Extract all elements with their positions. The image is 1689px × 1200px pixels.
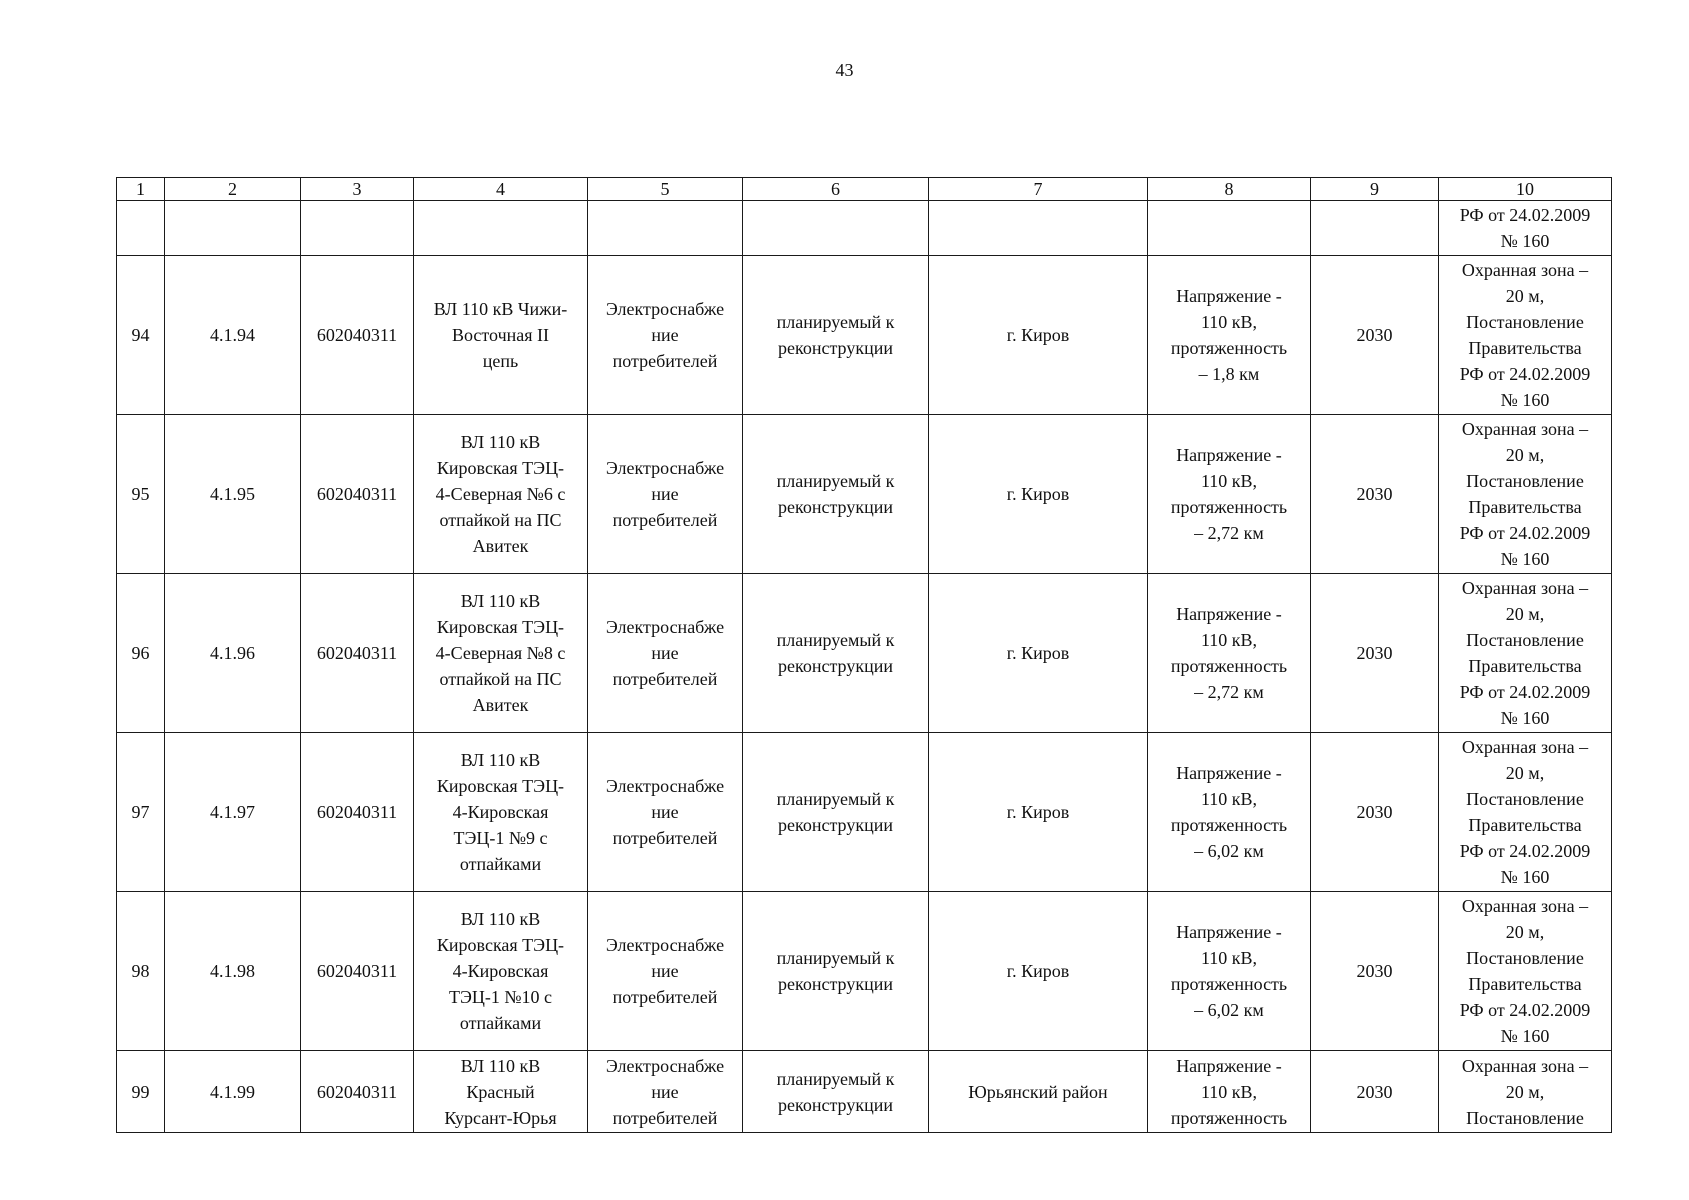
table-cell — [301, 201, 414, 256]
location-cell: г. Киров — [929, 415, 1148, 574]
purpose-cell: Электроснабже ние потребителей — [588, 1051, 743, 1133]
purpose-cell: Электроснабже ние потребителей — [588, 415, 743, 574]
header-cell: 3 — [301, 178, 414, 201]
code-cell: 4.1.97 — [165, 733, 301, 892]
code-cell: 4.1.95 — [165, 415, 301, 574]
code-cell: 4.1.94 — [165, 256, 301, 415]
object-name-cell: ВЛ 110 кВ Кировская ТЭЦ- 4-Северная №8 с отпайкой на ПС Авитек — [414, 574, 588, 733]
table-row — [117, 415, 1612, 574]
table-cell — [414, 201, 588, 256]
object-name-cell: ВЛ 110 кВ Кировская ТЭЦ- 4-Северная №6 с отпайкой на ПС Авитек — [414, 415, 588, 574]
purpose-cell: Электроснабже ние потребителей — [588, 256, 743, 415]
row-number-cell: 95 — [117, 415, 165, 574]
purpose-cell: Электроснабже ние потребителей — [588, 733, 743, 892]
zone-cell: Охранная зона – 20 м, Постановление Правительства РФ от 24.02.2009 № 160 — [1439, 256, 1612, 415]
row-number-cell: 99 — [117, 1051, 165, 1133]
location-cell: г. Киров — [929, 733, 1148, 892]
location-cell: г. Киров — [929, 574, 1148, 733]
document-table-container — [116, 177, 1611, 1133]
row-number-cell: 94 — [117, 256, 165, 415]
zone-cell: Охранная зона – 20 м, Постановление Правительства РФ от 24.02.2009 № 160 — [1439, 415, 1612, 574]
header-cell: 9 — [1311, 178, 1439, 201]
characteristics-cell: Напряжение - 110 кВ, протяженность — [1148, 1051, 1311, 1133]
header-cell: 7 — [929, 178, 1148, 201]
object-name-cell: ВЛ 110 кВ Чижи- Восточная II цепь — [414, 256, 588, 415]
okato-cell: 602040311 — [301, 1051, 414, 1133]
status-cell: планируемый к реконструкции — [743, 1051, 929, 1133]
header-row — [117, 178, 1612, 201]
table-row — [117, 892, 1612, 1051]
location-cell: г. Киров — [929, 256, 1148, 415]
purpose-cell: Электроснабже ние потребителей — [588, 892, 743, 1051]
continuation-row — [117, 201, 1612, 256]
table-row — [117, 256, 1612, 415]
table-row — [117, 1051, 1612, 1133]
year-cell: 2030 — [1311, 892, 1439, 1051]
year-cell: 2030 — [1311, 733, 1439, 892]
zone-cell: Охранная зона – 20 м, Постановление Правительства РФ от 24.02.2009 № 160 — [1439, 574, 1612, 733]
table-cell — [588, 201, 743, 256]
characteristics-cell: Напряжение - 110 кВ, протяженность – 6,02 км — [1148, 733, 1311, 892]
location-cell: Юрьянский район — [929, 1051, 1148, 1133]
code-cell: 4.1.98 — [165, 892, 301, 1051]
okato-cell: 602040311 — [301, 892, 414, 1051]
header-cell: 10 — [1439, 178, 1612, 201]
zone-cell: Охранная зона – 20 м, Постановление Правительства РФ от 24.02.2009 № 160 — [1439, 892, 1612, 1051]
status-cell: планируемый к реконструкции — [743, 574, 929, 733]
status-cell: планируемый к реконструкции — [743, 733, 929, 892]
purpose-cell: Электроснабже ние потребителей — [588, 574, 743, 733]
okato-cell: 602040311 — [301, 415, 414, 574]
header-cell: 8 — [1148, 178, 1311, 201]
header-cell: 2 — [165, 178, 301, 201]
object-name-cell: ВЛ 110 кВ Кировская ТЭЦ- 4-Кировская ТЭЦ-1 №9 с отпайками — [414, 733, 588, 892]
characteristics-cell: Напряжение - 110 кВ, протяженность – 2,72 км — [1148, 574, 1311, 733]
year-cell: 2030 — [1311, 1051, 1439, 1133]
code-cell: 4.1.99 — [165, 1051, 301, 1133]
header-cell: 5 — [588, 178, 743, 201]
year-cell: 2030 — [1311, 256, 1439, 415]
characteristics-cell: Напряжение - 110 кВ, протяженность – 2,72 км — [1148, 415, 1311, 574]
code-cell: 4.1.96 — [165, 574, 301, 733]
table-cell — [165, 201, 301, 256]
header-cell: 6 — [743, 178, 929, 201]
table-cell — [1311, 201, 1439, 256]
header-cell: 4 — [414, 178, 588, 201]
characteristics-cell: Напряжение - 110 кВ, протяженность – 6,02 км — [1148, 892, 1311, 1051]
zone-cell: Охранная зона – 20 м, Постановление Правительства РФ от 24.02.2009 № 160 — [1439, 733, 1612, 892]
object-name-cell: ВЛ 110 кВ Кировская ТЭЦ- 4-Кировская ТЭЦ-1 №10 с отпайками — [414, 892, 588, 1051]
table-cell: РФ от 24.02.2009 № 160 — [1439, 201, 1612, 256]
table-cell — [1148, 201, 1311, 256]
row-number-cell: 98 — [117, 892, 165, 1051]
table-row — [117, 574, 1612, 733]
row-number-cell: 97 — [117, 733, 165, 892]
page-number: 43 — [835, 60, 854, 80]
okato-cell: 602040311 — [301, 733, 414, 892]
okato-cell: 602040311 — [301, 574, 414, 733]
zone-cell: Охранная зона – 20 м, Постановление — [1439, 1051, 1612, 1133]
status-cell: планируемый к реконструкции — [743, 415, 929, 574]
table-cell — [117, 201, 165, 256]
status-cell: планируемый к реконструкции — [743, 256, 929, 415]
table-cell — [929, 201, 1148, 256]
table-row — [117, 733, 1612, 892]
okato-cell: 602040311 — [301, 256, 414, 415]
header-cell: 1 — [117, 178, 165, 201]
document-table — [116, 177, 1612, 1133]
object-name-cell: ВЛ 110 кВ Красный Курсант-Юрья — [414, 1051, 588, 1133]
row-number-cell: 96 — [117, 574, 165, 733]
location-cell: г. Киров — [929, 892, 1148, 1051]
status-cell: планируемый к реконструкции — [743, 892, 929, 1051]
characteristics-cell: Напряжение - 110 кВ, протяженность – 1,8 км — [1148, 256, 1311, 415]
year-cell: 2030 — [1311, 574, 1439, 733]
table-cell — [743, 201, 929, 256]
year-cell: 2030 — [1311, 415, 1439, 574]
